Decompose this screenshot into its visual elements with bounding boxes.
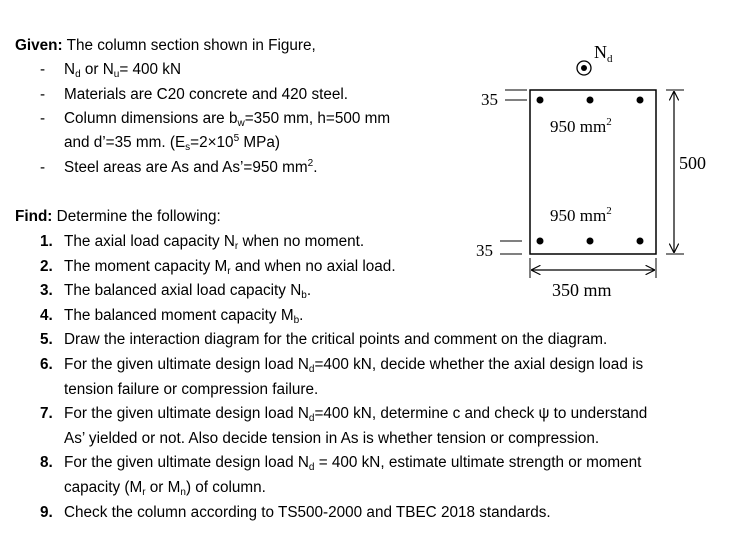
find-item-number: 9. — [40, 503, 53, 521]
text: The moment capacity M — [64, 257, 228, 275]
text: ) of column. — [185, 479, 266, 496]
bottom-cover-label: 35 — [476, 241, 493, 260]
text: or N — [80, 61, 114, 78]
text: N — [64, 61, 76, 78]
text: or M — [145, 479, 181, 496]
text: Column dimensions are b — [64, 110, 238, 127]
given-item-4 — [64, 158, 317, 178]
bullet-dash: - — [40, 159, 46, 176]
bullet-dash: - — [40, 86, 46, 103]
subscript: s — [185, 142, 191, 153]
height-label: 500 — [679, 153, 706, 173]
find-line — [15, 207, 221, 227]
subscript: b — [301, 290, 307, 302]
text: Check the column according to TS500-2000 and TBEC 2018 standards. — [64, 503, 551, 521]
find-item-number: 5. — [40, 331, 53, 349]
find-item-number: 3. — [40, 282, 53, 300]
rebar-icon — [637, 97, 644, 104]
text: Steel areas are As and As’=950 mm — [64, 159, 308, 176]
subscript: b — [293, 314, 300, 326]
text: =2×10 — [190, 134, 234, 151]
top-cover-label: 35 — [481, 90, 498, 109]
subscript: w — [237, 118, 245, 129]
superscript: 2 — [307, 158, 314, 169]
text: . — [306, 282, 312, 300]
find-item-text-cont — [64, 478, 266, 498]
rebar-icon — [587, 238, 594, 245]
text: capacity (M — [64, 479, 143, 496]
text: The balanced moment capacity M — [64, 306, 294, 324]
text: For the given ultimate design load N — [64, 405, 309, 423]
text: The balanced axial load capacity N — [64, 282, 302, 300]
bullet-dash: - — [40, 61, 46, 78]
find-item-text — [64, 503, 551, 523]
text: =350 mm, h=500 mm — [244, 110, 391, 127]
given-intro: The column section shown in Figure, — [66, 37, 316, 54]
column-section-outline — [530, 90, 656, 254]
top-steel-label: 950 $mm^2$ — [550, 116, 612, 136]
find-intro: Determine the following: — [56, 208, 221, 225]
find-heading: Find: — [15, 208, 53, 225]
find-item-number: 4. — [40, 306, 53, 324]
subscript: r — [227, 265, 231, 277]
given-item-3 — [64, 109, 390, 129]
text: The axial load capacity N — [64, 233, 235, 250]
given-item-1 — [64, 60, 181, 80]
subscript: d — [308, 462, 315, 474]
find-item-text-cont: As’ yielded or not. Also decide tension in As is whether tension or compression. — [64, 429, 600, 447]
find-item-text — [64, 453, 641, 473]
find-item-text — [64, 355, 643, 375]
subscript: d — [308, 364, 315, 375]
subscript: d — [75, 69, 81, 80]
find-item-text-cont: tension failure or compression failure. — [64, 380, 319, 398]
given-heading: Given: — [15, 37, 63, 54]
find-item-number: 2. — [40, 257, 53, 275]
find-item-number: 6. — [40, 356, 53, 373]
subscript: r — [234, 241, 239, 252]
text: = 400 kN, estimate ultimate strength or moment — [314, 454, 642, 472]
text: = 400 kN — [119, 61, 181, 78]
text: For the given ultimate design load N — [64, 356, 309, 373]
find-item-text — [64, 232, 364, 252]
width-label: 350 mm — [552, 280, 612, 300]
subscript: n — [180, 487, 186, 498]
text: and when no axial load. — [230, 257, 396, 275]
find-item-text — [64, 281, 311, 301]
subscript: u — [113, 69, 120, 80]
text: and d’=35 mm. (E — [64, 134, 186, 151]
given-item-2: Materials are C20 concrete and 420 steel. — [64, 86, 349, 103]
subscript: d — [308, 413, 315, 425]
find-item-number: 8. — [40, 454, 53, 472]
text: . — [313, 159, 318, 176]
text: . — [299, 306, 304, 324]
bullet-dash: - — [40, 110, 46, 127]
text: MPa) — [239, 134, 280, 151]
rebar-icon — [537, 97, 544, 104]
text: =400 kN, decide whether the axial design load is — [314, 356, 644, 373]
find-item-number: 7. — [40, 405, 53, 423]
load-dot-icon — [581, 65, 587, 71]
rebar-icon — [537, 238, 544, 245]
column-section-figure — [460, 30, 736, 310]
subscript: r — [142, 487, 146, 498]
text: when no moment. — [238, 233, 365, 250]
rebar-icon — [587, 97, 594, 104]
rebar-icon — [637, 238, 644, 245]
superscript: 5 — [233, 133, 240, 144]
text: =400 kN, determine c and check ψ to understand — [314, 405, 648, 423]
find-item-text — [64, 330, 607, 350]
text: Draw the interaction diagram for the critical points and comment on the diagram. — [64, 331, 608, 349]
given-item-3-cont — [64, 133, 280, 153]
find-item-number: 1. — [40, 233, 53, 250]
text: For the given ultimate design load N — [64, 454, 309, 472]
find-item-text — [64, 257, 396, 277]
find-item-text — [64, 306, 303, 326]
given-line — [15, 36, 316, 56]
load-label: $N_d$ — [594, 42, 613, 65]
bottom-steel-label: 950 $mm^2$ — [550, 205, 612, 225]
find-item-text — [64, 404, 647, 424]
